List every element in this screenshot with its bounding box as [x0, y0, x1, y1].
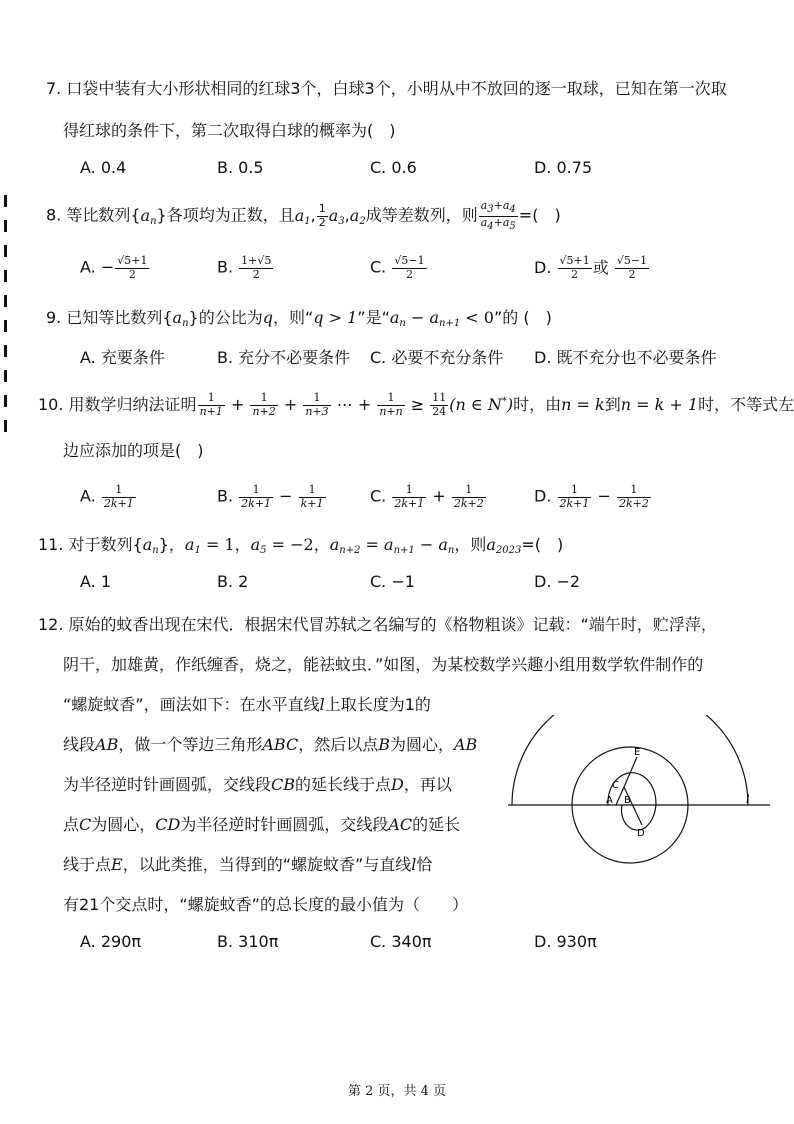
q12-text-line1: 原始的蚊香出现在宋代．根据宋代冒苏轼之名编写的《格物粗谈》记载：“端午时，贮浮萍， — [68, 615, 717, 634]
q10-option-a: A. $\frac{1}{2k+1}$ — [80, 483, 134, 510]
q11-option-d: D. −2 — [534, 572, 581, 591]
q9-condition-1: q > 1 — [313, 308, 358, 327]
q12-text-line3: “螺旋蚊香”，画法如下：在水平直线l上取长度为1的 — [63, 695, 431, 714]
label-l: l — [746, 793, 750, 806]
q11-option-a: A. 1 — [80, 572, 112, 591]
q10-text: 时，不等式左 — [698, 395, 794, 414]
q12-text-line8: 有21个交点时，“螺旋蚊香”的总长度的最小值为（ ） — [63, 895, 468, 914]
q9-text: ，则“ — [272, 308, 314, 327]
q10-option-c: C. $\frac{1}{2k+1}$ + $\frac{1}{2k+2}$ — [370, 483, 484, 510]
q7-text-line2: 得红球的条件下，第二次取得白球的概率为( ) — [63, 121, 396, 140]
q10-option-d: D. $\frac{1}{2k+1}$ − $\frac{1}{2k+2}$ — [534, 483, 649, 510]
q10-number: 10. — [38, 395, 64, 414]
q7-option-c: C. 0.6 — [370, 158, 417, 177]
q12-text-line6: 点C为圆心，CD为半径逆时针画圆弧，交线段AC的延长 — [63, 815, 461, 834]
q10-text: 到 — [604, 395, 621, 414]
q11-text: =( ) — [521, 535, 564, 554]
q12-text-line4: 线段AB，做一个等边三角形ABC，然后以点B为圆心，AB — [63, 735, 478, 754]
q10-option-b: B. $\frac{1}{2k+1}$ − $\frac{1}{k+1}$ — [217, 483, 324, 510]
label-e: E — [634, 747, 641, 758]
q8-text: =( ) — [518, 205, 561, 225]
q8-text: }各项均为正数，且 — [156, 205, 295, 225]
q9-option-c: C. 必要不充分条件 — [370, 348, 504, 367]
arc-outer — [512, 715, 748, 805]
q11-text: 对于数列{ — [68, 535, 143, 554]
q11-option-c: C. −1 — [370, 572, 415, 591]
label-c: C — [612, 780, 619, 791]
segment-ce — [624, 757, 637, 787]
q12-number: 12. — [38, 615, 64, 634]
q9-text: ”的 ( ) — [493, 308, 552, 327]
q7-option-d: D. 0.75 — [534, 158, 593, 177]
q8-option-b: B. $\frac{1+√5}{2}$ — [217, 254, 272, 281]
q8-text: 等比数列{ — [66, 205, 141, 225]
q8-option-a: A. − $\frac{√5+1}{2}$ — [80, 254, 148, 281]
label-a: A — [606, 795, 613, 806]
q9-option-b: B. 充分不必要条件 — [217, 348, 351, 367]
q9-text: 已知等比数列{ — [66, 308, 173, 327]
q11-text: ， — [313, 535, 330, 554]
q9-number: 9. — [46, 308, 62, 327]
q11-option-b: B. 2 — [217, 572, 249, 591]
spiral-mosquito-coil-figure — [500, 715, 790, 890]
q8-option-c: C. $\frac{√5-1}{2}$ — [370, 254, 425, 281]
q12-text-line2: 阴干，加雄黄，作纸缠香，烧之，能祛蚊虫．”如图，为某校数学兴趣小组用数学软件制作的 — [63, 655, 704, 674]
q12-option-d: D. 930π — [534, 932, 597, 951]
q9-text: ”是“ — [357, 308, 390, 327]
q11-text: ， — [234, 535, 251, 554]
q7-number: 7. — [46, 79, 62, 98]
segment-cd — [624, 787, 642, 825]
q12-option-b: B. 310π — [217, 932, 279, 951]
q11-number: 11. — [38, 535, 64, 554]
label-b: B — [624, 795, 631, 806]
q7-text-line1: 口袋中装有大小形状相同的红球3个，白球3个，小明从中不放回的逐一取球，已知在第一次取 — [66, 79, 727, 98]
q12-option-c: C. 340π — [370, 932, 432, 951]
q8-number: 8. — [46, 205, 62, 225]
q9-text: }的公比为 — [188, 308, 263, 327]
q10-text-line2: 边应添加的项是( ) — [63, 441, 204, 460]
q11-text: }， — [158, 535, 185, 554]
q10-text: 时，由 — [513, 395, 562, 414]
q8-text: 成等差数列，则 — [365, 205, 478, 225]
q8-option-d: D. $\frac{√5+1}{2}$ 或 $\frac{√5-1}{2}$ — [534, 254, 648, 281]
q10-text: 用数学归纳法证明 — [68, 395, 197, 414]
arc-large-bottom — [570, 805, 748, 882]
q9-option-d: D. 既不充分也不必要条件 — [534, 348, 717, 367]
q7-option-b: B. 0.5 — [217, 158, 264, 177]
q11-text: ，则 — [454, 535, 487, 554]
page-footer: 第 2 页，共 4 页 — [347, 1084, 447, 1099]
arc-lower — [548, 805, 748, 885]
q9-option-a: A. 充要条件 — [80, 348, 165, 367]
label-d: D — [637, 828, 645, 839]
q7-option-a: A. 0.4 — [80, 158, 127, 177]
q12-text-line5: 为半径逆时针画圆弧，交线段CB的延长线于点D，再以 — [63, 775, 452, 794]
q12-text-line7: 线于点E，以此类推，当得到的“螺旋蚊香”与直线l恰 — [63, 855, 433, 874]
q12-option-a: A. 290π — [80, 932, 142, 951]
